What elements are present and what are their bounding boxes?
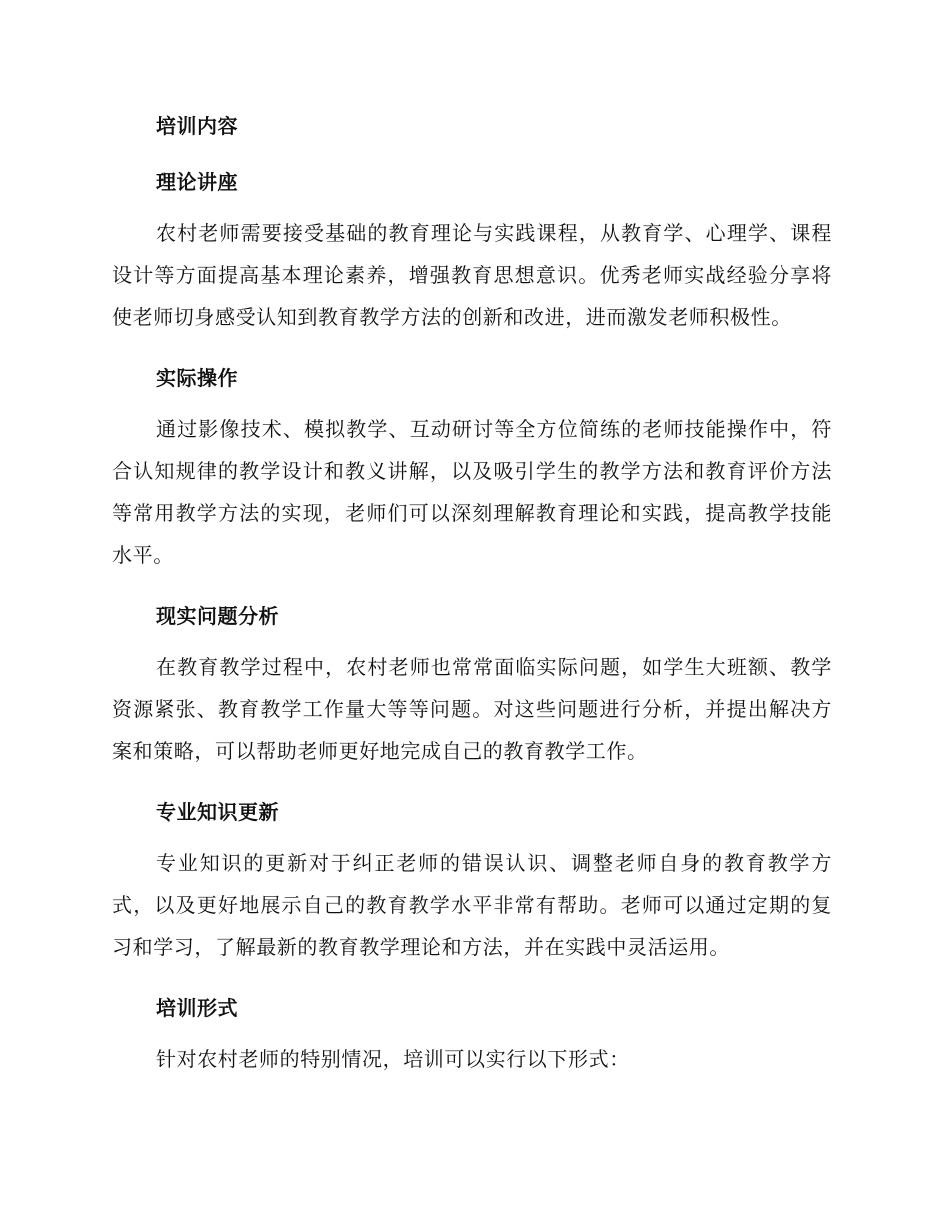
- heading-training-content: 培训内容: [156, 114, 238, 138]
- paragraph-practical-operation: 通过影像技术、模拟教学、互动研讨等全方位简练的老师技能操作中，符合认知规律的教学设计和教义讲解，以及吸引学生的教学方法和教育评价方法等常用教学方法的实现，老师们可以深刻理解教育理论和实践，提高教学技能水平。: [112, 417, 832, 567]
- heading-problem-analysis: 现实问题分析: [156, 604, 279, 628]
- document-page: [112, 110, 832, 1080]
- paragraph-problem-analysis: 在教育教学过程中，农村老师也常常面临实际问题，如学生大班额、教学资源紧张、教育教学工作量大等等问题。对这些问题进行分析，并提出解决方案和策略，可以帮助老师更好地完成自己的教育教学工作。: [112, 655, 832, 763]
- heading-training-form: 培训形式: [156, 996, 238, 1020]
- heading-knowledge-update: 专业知识更新: [156, 800, 279, 824]
- paragraph-theory-lecture: 农村老师需要接受基础的教育理论与实践课程，从教育学、心理学、课程设计等方面提高基本理论素养，增强教育思想意识。优秀老师实战经验分享将使老师切身感受认知到教育教学方法的创新和改进，进而激发老师积极性。: [112, 221, 832, 329]
- heading-theory-lecture: 理论讲座: [156, 170, 238, 194]
- paragraph-training-form: 针对农村老师的特别情况，培训可以实行以下形式：: [156, 1047, 630, 1071]
- heading-practical-operation: 实际操作: [156, 366, 238, 390]
- paragraph-knowledge-update: 专业知识的更新对于纠正老师的错误认识、调整老师自身的教育教学方式，以及更好地展示自己的教育教学水平非常有帮助。老师可以通过定期的复习和学习，了解最新的教育教学理论和方法，并在实践中灵活运用。: [112, 851, 832, 959]
